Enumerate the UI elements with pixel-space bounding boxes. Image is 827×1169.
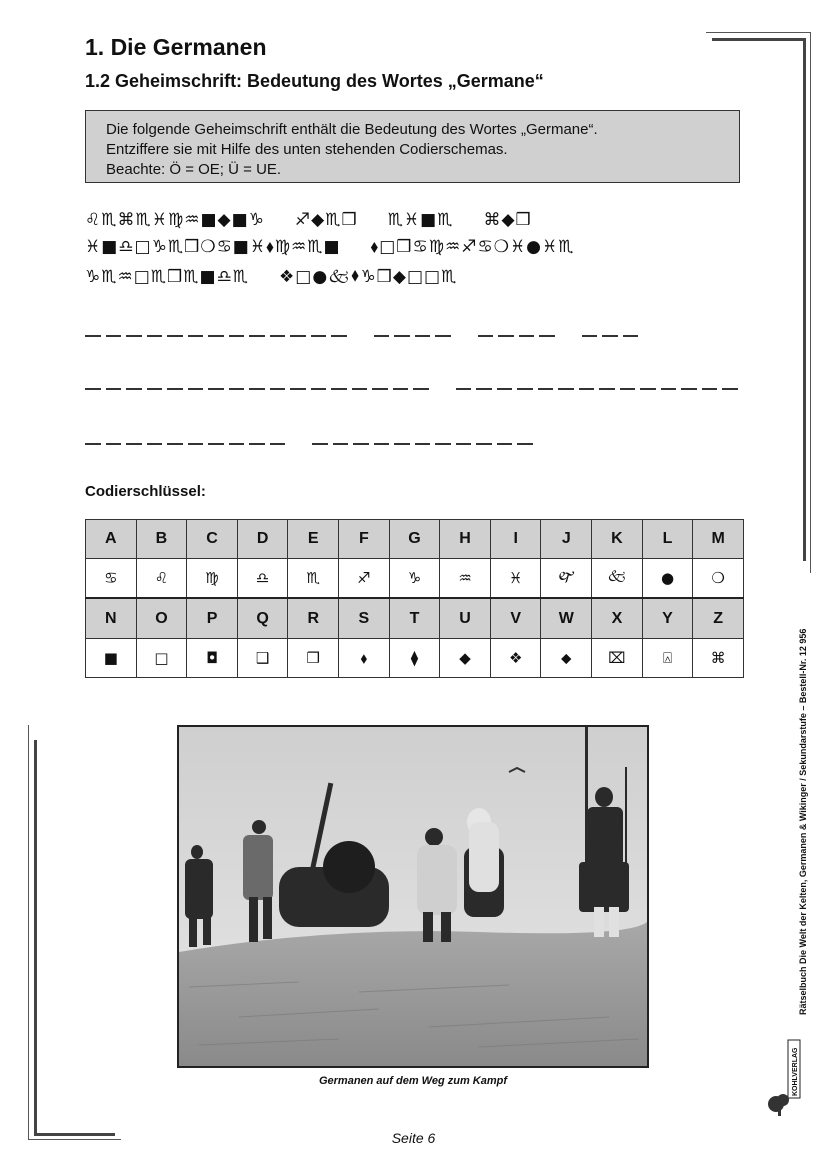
letter-blank[interactable] (476, 388, 492, 390)
key-symbol-cell: ♒ (440, 559, 491, 599)
letter-blank[interactable] (517, 443, 533, 445)
letter-blank[interactable] (579, 388, 595, 390)
key-symbol-cell: ❖ (490, 638, 541, 677)
letter-blank[interactable] (229, 388, 245, 390)
letter-blank[interactable] (558, 388, 574, 390)
letter-blank[interactable] (456, 388, 472, 390)
letter-blank[interactable] (640, 388, 656, 390)
cipher-word: ♓■♎□♑♏❒❍♋■♓⬧♍♒♏■ (85, 237, 341, 257)
cipher-word: ♑♏♒□♏❒♏■♎♏ (85, 267, 250, 287)
key-symbol-cell: ♍ (187, 559, 238, 599)
cipher-word: ♌♏⌘♏♓♍♒■◆■♑ (85, 210, 265, 230)
cipher-word: ❖□●🙵⬧♑❒◆□□♏ (279, 267, 458, 287)
letter-blank[interactable] (167, 388, 183, 390)
letter-blank[interactable] (188, 388, 204, 390)
cipher-word: ⌘◆❒ (483, 210, 532, 230)
key-symbol-cell: ◘ (187, 638, 238, 677)
cipher-word: ♐◆♏❒ (294, 210, 358, 230)
key-symbol-cell: ⌧ (592, 638, 643, 677)
key-letter-cell: R (288, 598, 339, 638)
instruction-box (85, 110, 740, 183)
key-symbol-cell: ■ (86, 638, 137, 677)
key-symbol-cell: ❒ (288, 638, 339, 677)
letter-blank[interactable] (126, 335, 142, 337)
key-symbol-cell: 🙰 (541, 559, 592, 599)
key-letter-cell: B (136, 520, 187, 559)
letter-blank[interactable] (498, 335, 514, 337)
key-letter-row (86, 598, 744, 638)
letter-blank[interactable] (620, 388, 636, 390)
letter-blank[interactable] (167, 443, 183, 445)
key-letter-cell: S (339, 598, 390, 638)
key-letter-cell: K (592, 520, 643, 559)
key-symbol-cell: □ (136, 638, 187, 677)
key-symbol-row (86, 638, 744, 677)
page-subtitle: 1.2 Geheimschrift: Bedeutung des Wortes „Germane“ (85, 71, 544, 91)
key-symbol-row (86, 559, 744, 599)
letter-blank[interactable] (290, 335, 306, 337)
instruction-line: Beachte: Ö = OE; Ü = UE. (106, 161, 282, 178)
instruction-line: Entziffere sie mit Hilfe des unten stehenden Codierschemas. (106, 141, 508, 158)
key-symbol-cell: ● (642, 559, 693, 599)
letter-blank[interactable] (602, 335, 618, 337)
letter-blank[interactable] (188, 443, 204, 445)
letter-blank[interactable] (415, 443, 431, 445)
key-symbol-cell: 🙵 (592, 559, 643, 599)
letter-blank[interactable] (374, 443, 390, 445)
letter-blank[interactable] (456, 443, 472, 445)
letter-blank[interactable] (331, 388, 347, 390)
letter-blank[interactable] (85, 335, 101, 337)
code-key-table (85, 519, 744, 678)
key-letter-cell: E (288, 520, 339, 559)
letter-blank[interactable] (249, 335, 265, 337)
key-symbol-cell: ♑ (389, 559, 440, 599)
key-letter-cell: J (541, 520, 592, 559)
page-number: Seite 6 (391, 1130, 436, 1146)
letter-blank[interactable] (517, 388, 533, 390)
letter-blank[interactable] (722, 388, 738, 390)
letter-blank[interactable] (167, 335, 183, 337)
letter-blank[interactable] (208, 335, 224, 337)
key-letter-cell: W (541, 598, 592, 638)
instruction-line: Die folgende Geheimschrift enthält die Bedeutung des Wortes „Germane“. (106, 121, 598, 138)
letter-blank[interactable] (623, 335, 639, 337)
key-letter-cell: V (490, 598, 541, 638)
letter-blank[interactable] (312, 443, 328, 445)
key-symbol-cell: ⬥ (541, 638, 592, 677)
letter-blank[interactable] (85, 388, 101, 390)
key-symbol-cell: ♌ (136, 559, 187, 599)
cipher-line-3 (85, 264, 487, 293)
letter-blank[interactable] (413, 388, 429, 390)
letter-blank[interactable] (290, 388, 306, 390)
key-symbol-cell: ♓ (490, 559, 541, 599)
letter-blank[interactable] (352, 388, 368, 390)
letter-blank[interactable] (353, 443, 369, 445)
key-symbol-cell: ♎ (237, 559, 288, 599)
photo-illustration (179, 727, 647, 1066)
key-letter-cell: T (389, 598, 440, 638)
letter-blank[interactable] (539, 335, 555, 337)
letter-blank[interactable] (229, 443, 245, 445)
letter-blank[interactable] (106, 388, 122, 390)
letter-blank[interactable] (229, 335, 245, 337)
key-letter-cell: L (642, 520, 693, 559)
key-symbol-cell: ⬧ (339, 638, 390, 677)
key-symbol-cell: ⍓ (642, 638, 693, 677)
key-letter-cell: A (86, 520, 137, 559)
letter-blank[interactable] (249, 443, 265, 445)
key-letter-cell: G (389, 520, 440, 559)
key-symbol-cell: ❑ (237, 638, 288, 677)
key-letter-cell: C (187, 520, 238, 559)
publisher-logo (766, 1038, 802, 1118)
corner-frame-bottom-left-inner (34, 740, 115, 1136)
letter-blank[interactable] (661, 388, 677, 390)
key-letter-cell: O (136, 598, 187, 638)
publisher-logo-text: KOHLVERLAG (792, 1047, 799, 1096)
cipher-word: ⬧□❒♋♍♒♐♋❍♓●♓♏ (370, 237, 575, 257)
key-letter-cell: Q (237, 598, 288, 638)
key-symbol-cell: ♐ (339, 559, 390, 599)
letter-blank[interactable] (208, 388, 224, 390)
letter-blank[interactable] (331, 335, 347, 337)
key-letter-cell: D (237, 520, 288, 559)
letter-blank[interactable] (394, 335, 410, 337)
letter-blank[interactable] (599, 388, 615, 390)
letter-blank[interactable] (147, 388, 163, 390)
key-letter-cell: H (440, 520, 491, 559)
cipher-line-1 (85, 210, 562, 230)
cipher-line-2 (85, 237, 605, 257)
letter-blank[interactable] (372, 388, 388, 390)
key-symbol-cell: ◆ (440, 638, 491, 677)
letter-blank[interactable] (270, 335, 286, 337)
key-symbol-cell: ♋ (86, 559, 137, 599)
letter-blank[interactable] (394, 443, 410, 445)
key-letter-cell: P (187, 598, 238, 638)
key-letter-cell: N (86, 598, 137, 638)
letter-blank[interactable] (497, 388, 513, 390)
letter-blank[interactable] (582, 335, 598, 337)
letter-blank[interactable] (415, 335, 431, 337)
key-symbol-cell: ⌘ (693, 638, 744, 677)
letter-blank[interactable] (147, 335, 163, 337)
key-letter-cell: I (490, 520, 541, 559)
cipher-word: ♏♓■♏ (387, 210, 454, 230)
letter-blank[interactable] (126, 443, 142, 445)
letter-blank[interactable] (435, 443, 451, 445)
letter-blank[interactable] (126, 388, 142, 390)
photo-germanic-warriors (177, 725, 649, 1068)
letter-blank[interactable] (538, 388, 554, 390)
key-letter-cell: F (339, 520, 390, 559)
letter-blank[interactable] (702, 388, 718, 390)
letter-blank[interactable] (374, 335, 390, 337)
letter-blank[interactable] (333, 443, 349, 445)
letter-blank[interactable] (270, 388, 286, 390)
letter-blank[interactable] (106, 335, 122, 337)
key-symbol-cell: ❍ (693, 559, 744, 599)
key-symbol-cell: ⧫ (389, 638, 440, 677)
letter-blank[interactable] (270, 443, 286, 445)
key-letter-cell: M (693, 520, 744, 559)
key-letter-cell: X (592, 598, 643, 638)
letter-blank[interactable] (476, 443, 492, 445)
side-imprint: Rätselbuch Die Welt der Kelten, Germanen & Wikinger / Sekundarstufe – Bestell-Nr. 12 956 (798, 628, 808, 1015)
key-label: Codierschlüssel: (85, 483, 206, 500)
letter-blank[interactable] (147, 443, 163, 445)
letter-blank[interactable] (478, 335, 494, 337)
page-title: 1. Die Germanen (85, 34, 267, 60)
letter-blank[interactable] (311, 335, 327, 337)
key-letter-cell: Z (693, 598, 744, 638)
letter-blank[interactable] (188, 335, 204, 337)
key-letter-cell: Y (642, 598, 693, 638)
letter-blank[interactable] (85, 443, 101, 445)
letter-blank[interactable] (249, 388, 265, 390)
key-letter-cell: U (440, 598, 491, 638)
key-letter-row (86, 520, 744, 559)
letter-blank[interactable] (681, 388, 697, 390)
letter-blank[interactable] (519, 335, 535, 337)
letter-blank[interactable] (435, 335, 451, 337)
key-symbol-cell: ♏ (288, 559, 339, 599)
photo-caption: Germanen auf dem Weg zum Kampf (318, 1075, 508, 1087)
letter-blank[interactable] (393, 388, 409, 390)
letter-blank[interactable] (311, 388, 327, 390)
letter-blank[interactable] (106, 443, 122, 445)
letter-blank[interactable] (208, 443, 224, 445)
letter-blank[interactable] (497, 443, 513, 445)
